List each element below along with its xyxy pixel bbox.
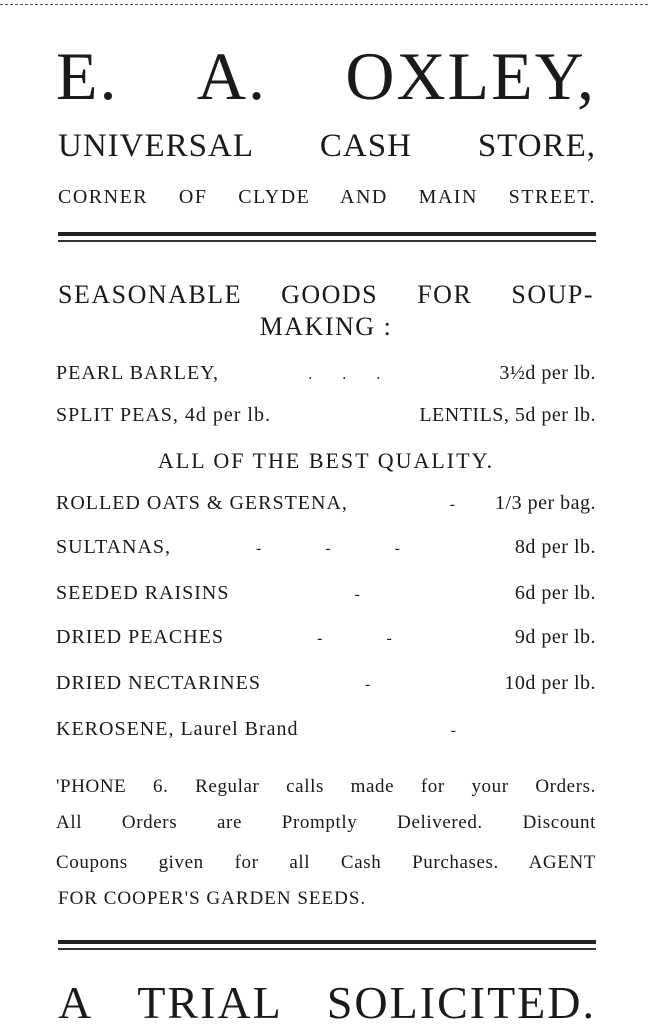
heading-word-soup: SOUP-	[511, 280, 594, 309]
price-row-dried-peaches	[56, 626, 596, 649]
price-row-dried-nectarines	[56, 672, 596, 695]
leader: -	[450, 722, 486, 739]
trial-word-trial: TRIAL	[137, 977, 283, 1028]
item-price: 3½d per lb.	[499, 362, 596, 384]
footer-divider-thick	[58, 940, 596, 944]
item-name: ROLLED OATS & GERSTENA,	[56, 492, 348, 514]
item-price: 6d per lb.	[514, 582, 596, 604]
price-row-split-peas	[56, 404, 596, 427]
heading-word-for: FOR	[417, 280, 473, 309]
header-divider	[58, 232, 596, 242]
footer-divider	[58, 940, 596, 950]
item-name: DRIED PEACHES	[56, 626, 225, 648]
item-price: 1/3 per bag.	[495, 492, 596, 514]
trial-word-a: A	[58, 977, 94, 1028]
store-word-cash: CASH	[319, 128, 412, 164]
item-name: KEROSENE, Laurel Brand	[56, 718, 299, 740]
heading-word-goods: GOODS	[281, 280, 379, 309]
header-divider-thick	[58, 232, 596, 236]
item-price: 8d per lb.	[514, 536, 596, 558]
price-row-seeded-raisins	[56, 582, 596, 605]
heading-word-seasonable: SEASONABLE	[58, 280, 243, 309]
price-row-sultanas	[56, 536, 596, 559]
item-name: SPLIT PEAS, 4d per lb.	[56, 404, 271, 426]
item-name: SEEDED RAISINS	[56, 582, 230, 604]
item-name: PEARL BARLEY,	[56, 362, 220, 384]
price-row-kerosene	[56, 718, 596, 741]
leader: -	[354, 586, 390, 603]
notice-line-2: All Orders are Promptly Delivered. Discount	[56, 812, 596, 833]
leader: ...	[308, 366, 411, 383]
name-word-initial-a: A.	[196, 38, 267, 114]
name-word-surname: OXLEY,	[345, 38, 596, 114]
section-heading-line2: MAKING :	[259, 312, 393, 341]
name-word-initial-e: E.	[56, 38, 119, 114]
leader: - - -	[255, 540, 430, 557]
notice-line-3: Coupons given for all Cash Purchases. AGENT	[56, 852, 596, 873]
section-heading	[58, 280, 594, 310]
item-name: SULTANAS,	[56, 536, 172, 558]
store-address: CORNER OF CLYDE AND MAIN STREET.	[58, 186, 596, 208]
store-word-store: STORE,	[477, 128, 596, 164]
header-divider-thin	[58, 240, 596, 242]
proprietor-name	[56, 38, 596, 114]
store-word-universal: UNIVERSAL	[58, 128, 254, 164]
notice-line-4: FOR COOPER'S GARDEN SEEDS.	[58, 888, 367, 909]
item-price: 10d per lb.	[504, 672, 596, 694]
top-border-rule	[0, 4, 648, 5]
notice-line-1: 'PHONE 6. Regular calls made for your Orders.	[56, 776, 596, 797]
quality-statement: ALL OF THE BEST QUALITY.	[157, 448, 495, 473]
leader: - -	[317, 630, 422, 647]
item-price: LENTILS, 5d per lb.	[419, 404, 596, 426]
store-name	[58, 128, 596, 165]
footer-divider-thin	[58, 948, 596, 950]
price-row-rolled-oats	[56, 492, 596, 515]
trial-word-solicited: SOLICITED.	[326, 977, 596, 1028]
trial-solicited-banner	[58, 978, 596, 1029]
item-price: 9d per lb.	[514, 626, 596, 648]
leader: -	[449, 496, 486, 513]
item-name: DRIED NECTARINES	[56, 672, 261, 694]
leader: -	[365, 676, 401, 693]
price-row-pearl-barley	[56, 362, 596, 385]
